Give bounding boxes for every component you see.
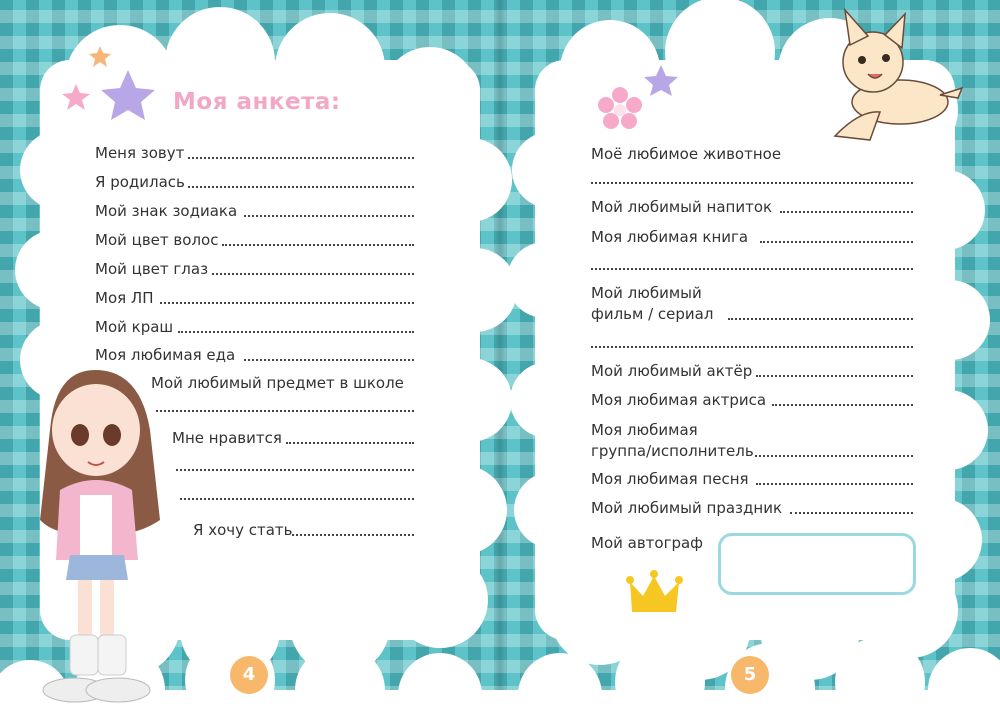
field-line-actress[interactable]	[772, 404, 913, 406]
field-label-book: Моя любимая книга	[591, 228, 749, 246]
field-line-likes-1[interactable]	[286, 442, 414, 444]
page-title: Моя анкета:	[173, 89, 341, 115]
field-label-crush: Мой краш	[95, 318, 174, 336]
field-label-drink: Мой любимый напиток	[591, 198, 773, 216]
field-line-name[interactable]	[188, 157, 414, 159]
field-label-holiday: Мой любимый праздник	[591, 499, 783, 517]
field-line-actor[interactable]	[756, 375, 913, 377]
field-label-school-subject: Мой любимый предмет в школе	[151, 374, 404, 392]
field-label-birth: Я родилась	[95, 173, 185, 191]
field-label-eye-color: Мой цвет глаз	[95, 260, 209, 278]
field-label-group-1: Моя любимая	[591, 421, 698, 439]
autograph-box[interactable]	[718, 533, 916, 595]
field-line-best-friend[interactable]	[160, 302, 414, 304]
field-label-food: Моя любимая еда	[95, 346, 236, 364]
field-line-crush[interactable]	[178, 331, 414, 333]
field-line-want-to-be[interactable]	[292, 534, 414, 536]
field-line-group[interactable]	[755, 455, 913, 457]
field-line-film-1[interactable]	[728, 318, 913, 320]
field-label-want-to-be: Я хочу стать	[193, 521, 293, 539]
field-line-zodiac[interactable]	[244, 215, 414, 217]
field-label-name: Меня зовут	[95, 144, 185, 162]
field-label-group-2: группа/исполнитель	[591, 442, 754, 460]
field-line-book-1[interactable]	[760, 241, 913, 243]
field-line-drink[interactable]	[780, 211, 913, 213]
field-line-likes-3[interactable]	[180, 498, 414, 500]
field-line-song[interactable]	[756, 483, 913, 485]
field-label-zodiac: Мой знак зодиака	[95, 202, 238, 220]
field-label-hair-color: Мой цвет волос	[95, 231, 219, 249]
field-line-holiday[interactable]	[790, 512, 913, 514]
field-line-film-2[interactable]	[591, 346, 913, 348]
field-line-school-subject[interactable]	[156, 410, 414, 412]
field-label-film-1: Мой любимый	[591, 284, 702, 302]
field-label-song: Моя любимая песня	[591, 470, 749, 488]
field-line-likes-2[interactable]	[176, 469, 414, 471]
field-label-likes: Мне нравится	[172, 429, 282, 447]
field-label-autograph: Мой автограф	[591, 534, 704, 552]
field-line-birth[interactable]	[188, 186, 414, 188]
field-line-hair-color[interactable]	[222, 244, 414, 246]
field-label-actor: Мой любимый актёр	[591, 362, 753, 380]
page-number-right: 5	[731, 656, 769, 694]
field-label-film-2: фильм / сериал	[591, 305, 714, 323]
page-number-left: 4	[230, 656, 268, 694]
field-label-animal: Моё любимое животное	[591, 145, 782, 163]
field-line-eye-color[interactable]	[212, 273, 414, 275]
field-line-book-2[interactable]	[591, 268, 913, 270]
field-line-food[interactable]	[244, 359, 414, 361]
field-label-best-friend: Моя ЛП	[95, 289, 154, 307]
field-line-animal[interactable]	[591, 182, 913, 184]
field-label-actress: Моя любимая актриса	[591, 391, 767, 409]
